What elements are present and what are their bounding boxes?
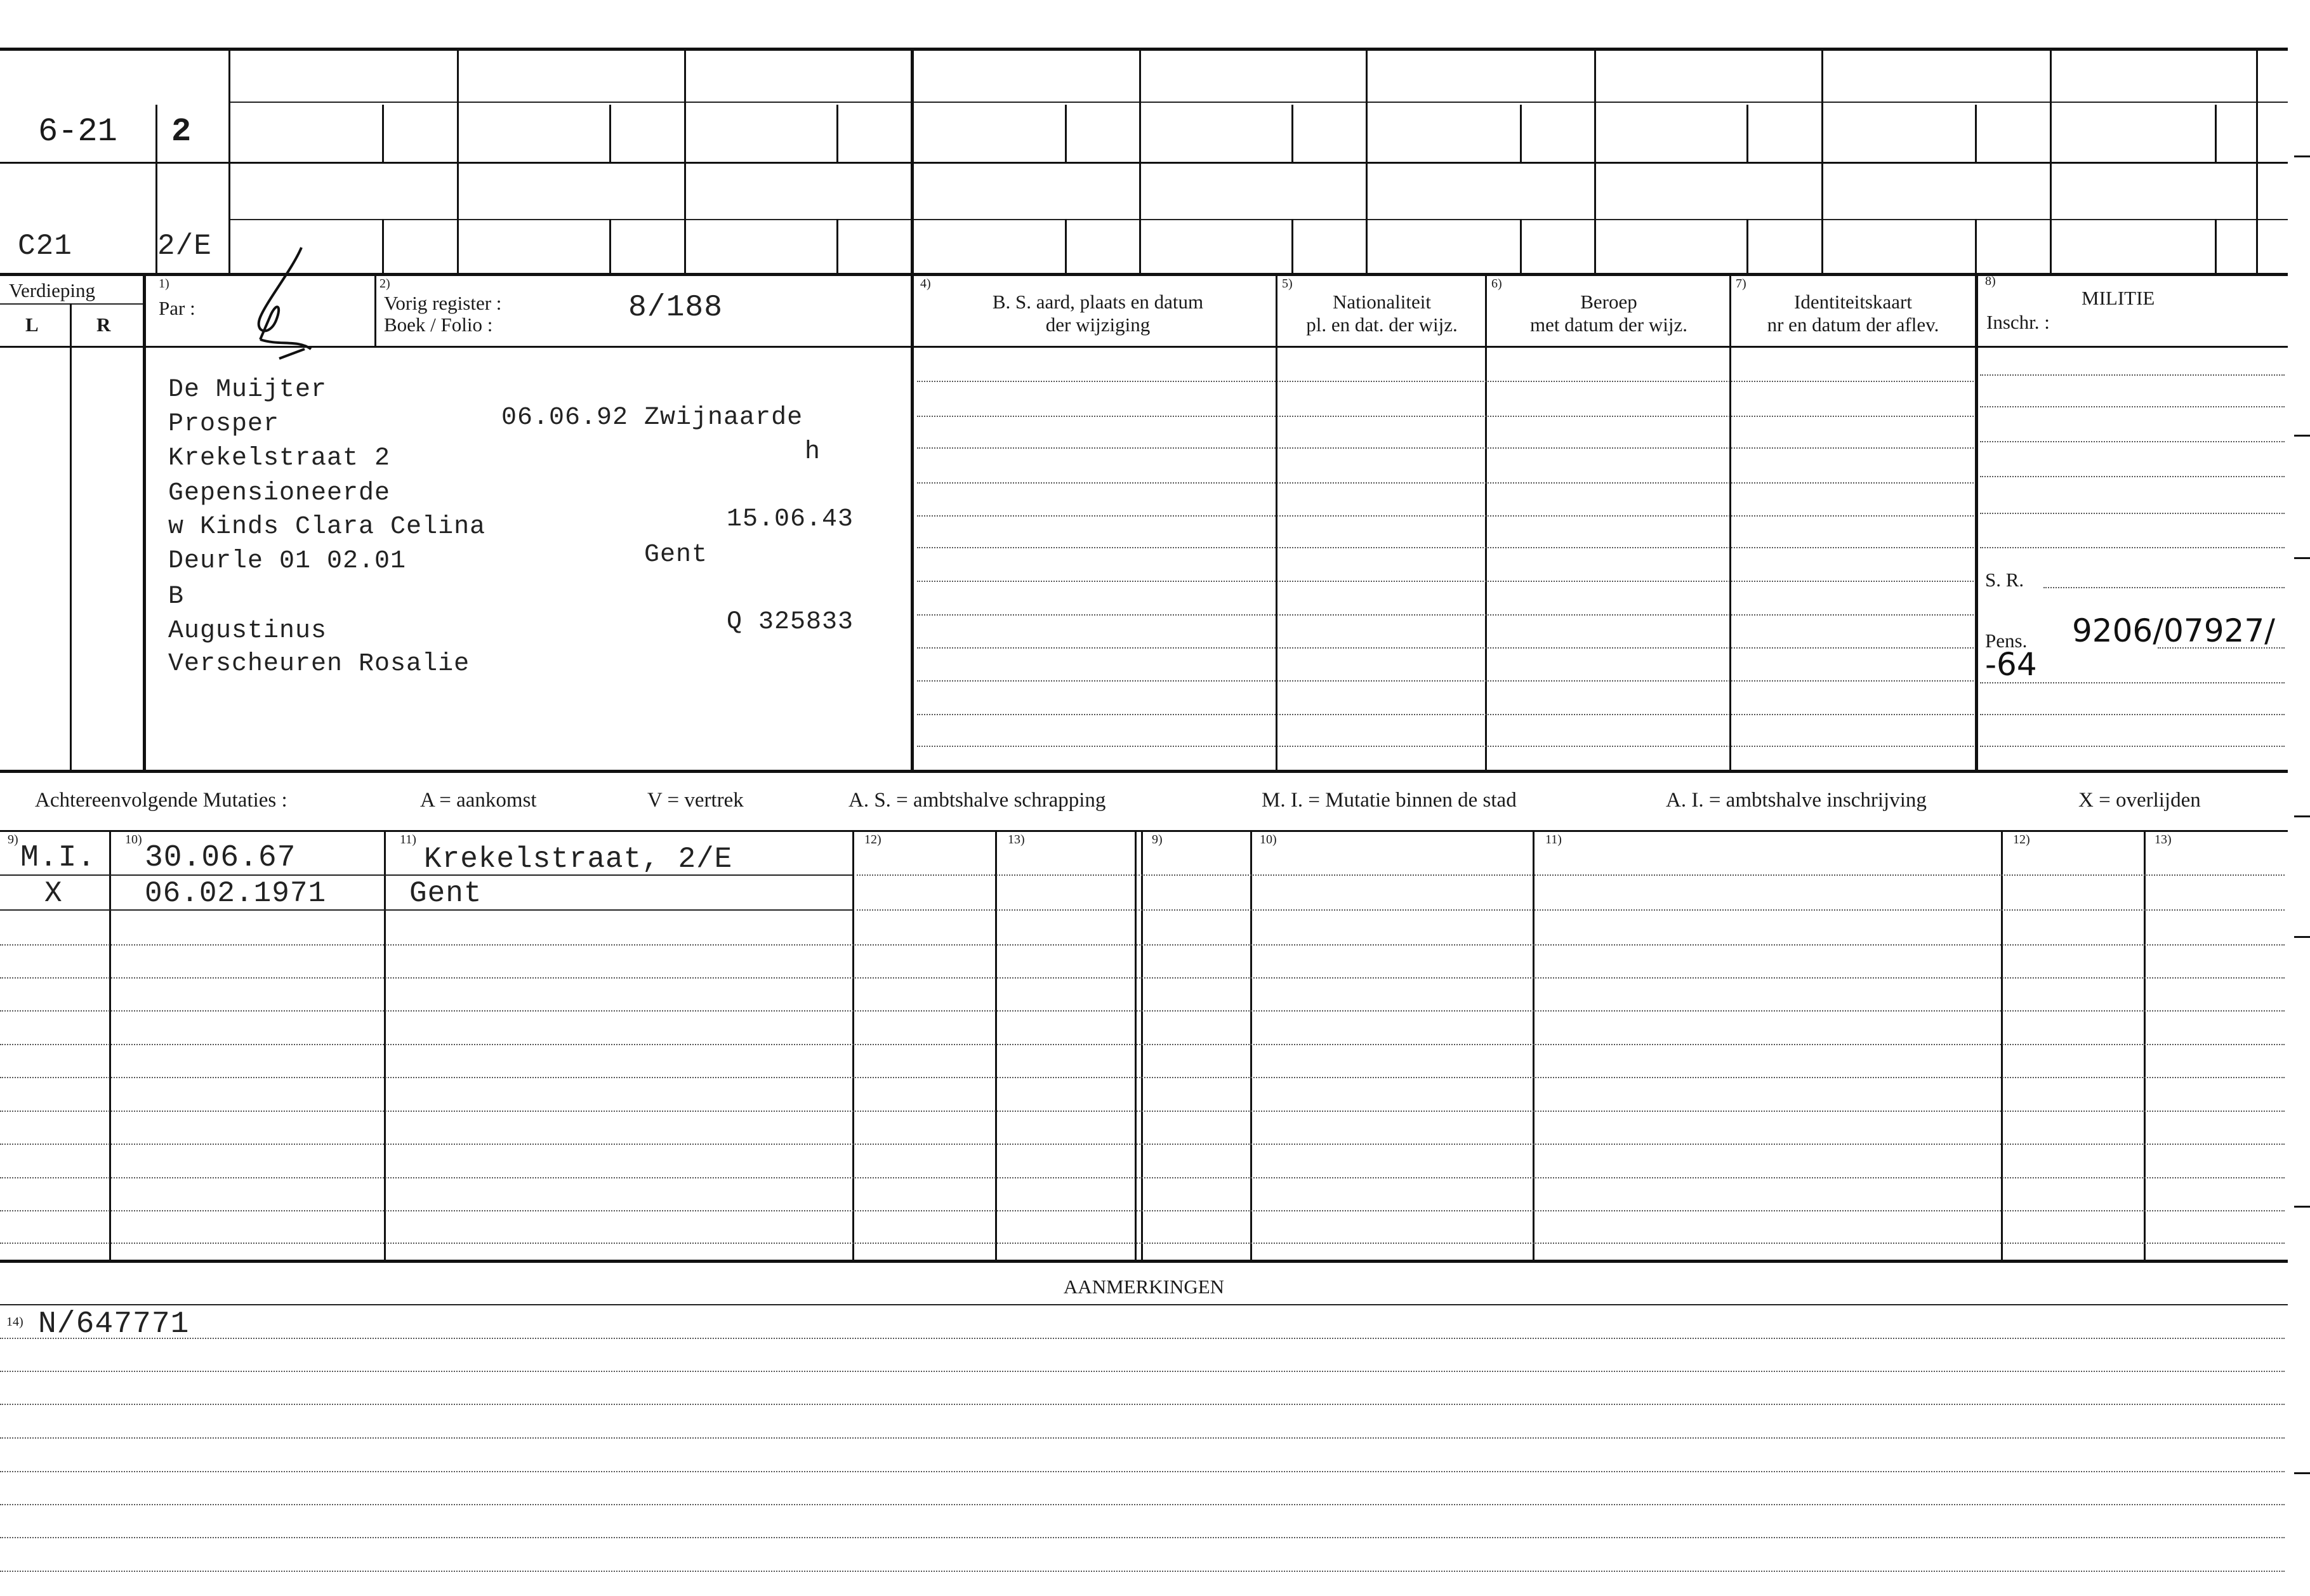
legend-title: Achtereenvolgende Mutaties : <box>35 789 287 812</box>
person-surname: De Muijter <box>168 376 327 404</box>
nat-number: 5) <box>1282 277 1293 291</box>
beroep-label-line2: met datum der wijz. <box>1530 313 1687 336</box>
person-spouse-date: 15.06.43 <box>727 505 854 534</box>
mut-num-11: 11) <box>400 833 416 847</box>
beroep-number: 6) <box>1491 277 1502 291</box>
bs-number: 4) <box>920 277 931 291</box>
person-address: Krekelstraat 2 <box>168 444 391 473</box>
mut-type: M.I. <box>20 841 96 875</box>
beroep-label-line1: Beroep <box>1580 291 1637 313</box>
person-spouse: w Kinds Clara Celina <box>168 513 486 541</box>
mut-num-9: 9) <box>8 833 18 847</box>
sr-label: S. R. <box>1985 569 2024 591</box>
legend-mi: M. I. = Mutatie binnen de stad <box>1262 789 1517 812</box>
legend-v: V = vertrek <box>647 789 744 812</box>
mut-num-13: 13) <box>1008 833 1025 847</box>
legend-ai: A. I. = ambtshalve inschrijving <box>1666 789 1927 812</box>
pens-value-continued: -64 <box>1985 646 2037 683</box>
person-profession: Gepensioneerde <box>168 479 391 508</box>
mut-type: X <box>44 877 63 910</box>
r-label: R <box>96 313 111 336</box>
id-label-line1: Identiteitskaart <box>1794 291 1912 313</box>
mut-num-13b: 13) <box>2155 833 2172 847</box>
mut-num-11b: 11) <box>1545 833 1562 847</box>
legend-x: X = overlijden <box>2078 789 2201 812</box>
person-mother: Verscheuren Rosalie <box>168 650 470 678</box>
bs-label-line1: B. S. aard, plaats en datum <box>992 291 1204 313</box>
person-birth: 06.06.92 Zwijnaarde <box>501 404 803 432</box>
mut-num-12b: 12) <box>2013 833 2030 847</box>
handwritten-mark <box>241 244 330 371</box>
boek-folio-label: Boek / Folio : <box>384 313 493 336</box>
mut-place: Krekelstraat, 2/E <box>424 843 733 876</box>
inschr-label: Inschr. : <box>1986 311 2050 333</box>
nat-label-line1: Nationaliteit <box>1333 291 1431 313</box>
verdieping-label: Verdieping <box>9 279 96 301</box>
mut-date: 30.06.67 <box>145 841 296 875</box>
floor-bottom: 2/E <box>157 230 212 263</box>
militie-label: MILITIE <box>2082 287 2155 309</box>
l-label: L <box>25 313 39 336</box>
pens-value: 9206/07927/ <box>2072 612 2275 649</box>
person-id-number: Q 325833 <box>727 608 854 636</box>
vorig-register-value: 8/188 <box>628 291 723 325</box>
floor-top: 2 <box>171 113 192 150</box>
id-number: 7) <box>1736 277 1746 291</box>
remarks-number: 14) <box>6 1315 23 1329</box>
person-first-name: Prosper <box>168 410 280 439</box>
code-top: 6-21 <box>38 113 117 150</box>
mut-date: 06.02.1971 <box>145 877 327 910</box>
vorig-number: 2) <box>380 277 390 291</box>
pens-label: Pens. <box>1985 630 2028 652</box>
mut-num-12: 12) <box>864 833 881 847</box>
par-number: 1) <box>159 277 169 291</box>
par-label: Par : <box>159 297 195 319</box>
remarks-value: N/647771 <box>38 1307 190 1342</box>
militie-number: 8) <box>1985 274 1996 288</box>
mut-place: Gent <box>409 877 482 910</box>
mut-num-10b: 10) <box>1260 833 1277 847</box>
legend-a: A = aankomst <box>420 789 537 812</box>
person-spouse-place: Gent <box>644 541 708 569</box>
mut-num-9b: 9) <box>1152 833 1163 847</box>
legend-as: A. S. = ambtshalve schrapping <box>848 789 1106 812</box>
person-father: Augustinus <box>168 617 327 645</box>
code-bottom: C21 <box>18 230 72 263</box>
mut-num-10: 10) <box>125 833 142 847</box>
person-b: B <box>168 583 185 611</box>
id-label-line2: nr en datum der aflev. <box>1767 313 1939 336</box>
bs-label-line2: der wijziging <box>1045 313 1151 336</box>
person-h: h <box>805 438 821 466</box>
remarks-title: AANMERKINGEN <box>1063 1276 1225 1298</box>
person-spouse-birth: Deurle 01 02.01 <box>168 547 407 576</box>
vorig-register-label: Vorig register : <box>384 292 502 314</box>
nat-label-line2: pl. en dat. der wijz. <box>1306 313 1458 336</box>
